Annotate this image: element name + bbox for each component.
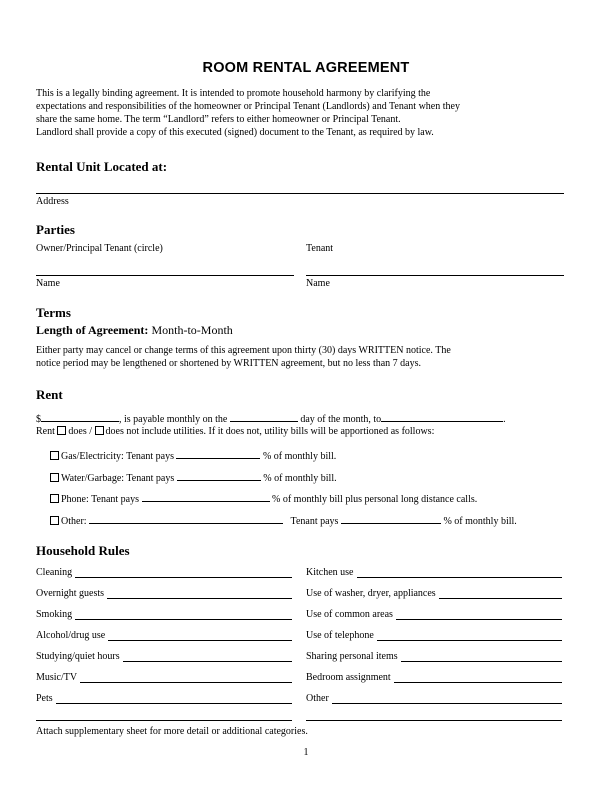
owner-name-line[interactable] <box>36 275 294 276</box>
length-label: Length of Agreement: <box>36 323 149 337</box>
rule-field[interactable] <box>357 567 563 578</box>
length-value: Month-to-Month <box>151 323 233 337</box>
rule-kitchen-use[interactable] <box>306 567 562 578</box>
intro-line-2: expectations and responsibilities of the homeowner or Principal Tenant (Landlords) and Tenant when they <box>36 101 460 112</box>
rule-label: Bedroom assignment <box>306 672 391 683</box>
payable-text: , is payable monthly on the <box>119 414 228 425</box>
terms-text-1: Either party may cancel or change terms of this agreement upon thirty (30) days WRITTEN notice. The <box>36 345 451 356</box>
tenant-name-label: Name <box>306 278 330 289</box>
water-checkbox[interactable] <box>50 473 59 482</box>
length-of-agreement <box>36 323 233 338</box>
phone-suffix: % of monthly bill plus personal long distance calls. <box>272 494 478 505</box>
rule-field[interactable] <box>123 651 292 662</box>
other-description-field[interactable] <box>89 513 283 524</box>
rule-alcohol-drug-use[interactable] <box>36 630 292 641</box>
water-label: Water/Garbage: Tenant pays <box>61 473 175 484</box>
rule-field[interactable] <box>80 672 292 683</box>
utility-water <box>50 470 337 484</box>
intro-line-4: Landlord shall provide a copy of this executed (signed) document to the Tenant, as required by law. <box>36 127 434 138</box>
rule-smoking[interactable] <box>36 609 292 620</box>
does-not-include-checkbox[interactable] <box>95 426 104 435</box>
rule-label: Other <box>306 693 329 704</box>
gas-label: Gas/Electricity: Tenant pays <box>61 451 174 462</box>
gas-percent-field[interactable] <box>176 448 260 459</box>
rule-overnight-guests[interactable] <box>36 588 292 599</box>
page-title: ROOM RENTAL AGREEMENT <box>202 60 410 76</box>
rent-day-field[interactable] <box>230 411 298 422</box>
rule-field[interactable] <box>401 651 562 662</box>
does-not-text: does not include utilities. If it does not, utility bills will be apportioned as follows: <box>105 426 435 437</box>
rule-field[interactable] <box>394 672 562 683</box>
rent-utilities-line <box>36 426 434 437</box>
rule-bedroom-assignment[interactable] <box>306 672 562 683</box>
address-label: Address <box>36 196 69 207</box>
rule-studying-quiet-hours[interactable] <box>36 651 292 662</box>
rule-music-tv[interactable] <box>36 672 292 683</box>
intro-line-1: This is a legally binding agreement. It is intended to promote household harmony by clarifying the <box>36 88 431 99</box>
other-percent-field[interactable] <box>341 513 441 524</box>
rule-label: Sharing personal items <box>306 651 398 662</box>
rule-label: Pets <box>36 693 53 704</box>
extra-line-left[interactable] <box>36 720 292 721</box>
does-include-checkbox[interactable] <box>57 426 66 435</box>
rule-washer-dryer[interactable] <box>306 588 562 599</box>
utility-phone <box>50 491 477 505</box>
does-text: does / <box>68 426 92 437</box>
dollar-sign: $ <box>36 414 41 425</box>
rule-field[interactable] <box>56 693 292 704</box>
rule-common-areas[interactable] <box>306 609 562 620</box>
terms-heading: Terms <box>36 305 71 320</box>
rule-sharing-items[interactable] <box>306 651 562 662</box>
rule-label: Kitchen use <box>306 567 354 578</box>
rule-label: Music/TV <box>36 672 78 683</box>
phone-label: Phone: Tenant pays <box>61 494 139 505</box>
phone-checkbox[interactable] <box>50 494 59 503</box>
rule-field[interactable] <box>75 567 292 578</box>
rent-payee-field[interactable] <box>381 411 503 422</box>
phone-percent-field[interactable] <box>142 491 270 502</box>
rule-label: Studying/quiet hours <box>36 651 120 662</box>
rule-field[interactable] <box>75 609 292 620</box>
terms-text-2: notice period may be lengthened or shortened by WRITTEN agreement, but no less than 7 days. <box>36 358 421 369</box>
rule-label: Use of washer, dryer, appliances <box>306 588 436 599</box>
gas-suffix: % of monthly bill. <box>262 451 337 462</box>
footer-note: Attach supplementary sheet for more detail or additional categories. <box>36 726 308 737</box>
other-tenant-pays: Tenant pays <box>290 516 339 527</box>
household-rules-heading: Household Rules <box>36 543 130 558</box>
other-suffix: % of monthly bill. <box>443 516 517 527</box>
owner-name-label: Name <box>36 278 60 289</box>
rule-field[interactable] <box>107 588 292 599</box>
water-percent-field[interactable] <box>177 470 261 481</box>
address-line[interactable] <box>36 193 564 194</box>
rule-field[interactable] <box>377 630 562 641</box>
rule-field[interactable] <box>396 609 562 620</box>
utility-gas <box>50 448 336 462</box>
parties-heading: Parties <box>36 222 75 237</box>
rule-label: Use of telephone <box>306 630 374 641</box>
rule-label: Overnight guests <box>36 588 105 599</box>
rule-label: Cleaning <box>36 567 73 578</box>
rule-field[interactable] <box>439 588 562 599</box>
rule-other[interactable] <box>306 693 562 704</box>
rental-unit-heading: Rental Unit Located at: <box>36 159 168 174</box>
rule-label: Alcohol/drug use <box>36 630 106 641</box>
intro-line-3: share the same home. The term “Landlord” refers to either homeowner or Principal Tenant. <box>36 114 401 125</box>
rule-label: Smoking <box>36 609 73 620</box>
rent-heading: Rent <box>36 387 63 402</box>
day-of-month-text: day of the month, to <box>300 414 382 425</box>
period: . <box>503 414 506 425</box>
page-number: 1 <box>303 747 309 758</box>
tenant-name-line[interactable] <box>306 275 564 276</box>
rule-label: Use of common areas <box>306 609 393 620</box>
extra-line-right[interactable] <box>306 720 562 721</box>
other-checkbox[interactable] <box>50 516 59 525</box>
other-label: Other: <box>61 516 87 527</box>
utility-other <box>50 513 517 527</box>
rent-word: Rent <box>36 426 55 437</box>
tenant-label: Tenant <box>306 243 334 254</box>
rule-telephone[interactable] <box>306 630 562 641</box>
rule-field[interactable] <box>108 630 292 641</box>
water-suffix: % of monthly bill. <box>263 473 337 484</box>
rent-amount-field[interactable] <box>41 411 119 422</box>
rule-pets[interactable] <box>36 693 292 704</box>
rent-payment-line <box>36 411 506 425</box>
rule-cleaning[interactable] <box>36 567 292 578</box>
gas-checkbox[interactable] <box>50 451 59 460</box>
rule-field[interactable] <box>332 693 562 704</box>
owner-label: Owner/Principal Tenant (circle) <box>36 243 163 254</box>
